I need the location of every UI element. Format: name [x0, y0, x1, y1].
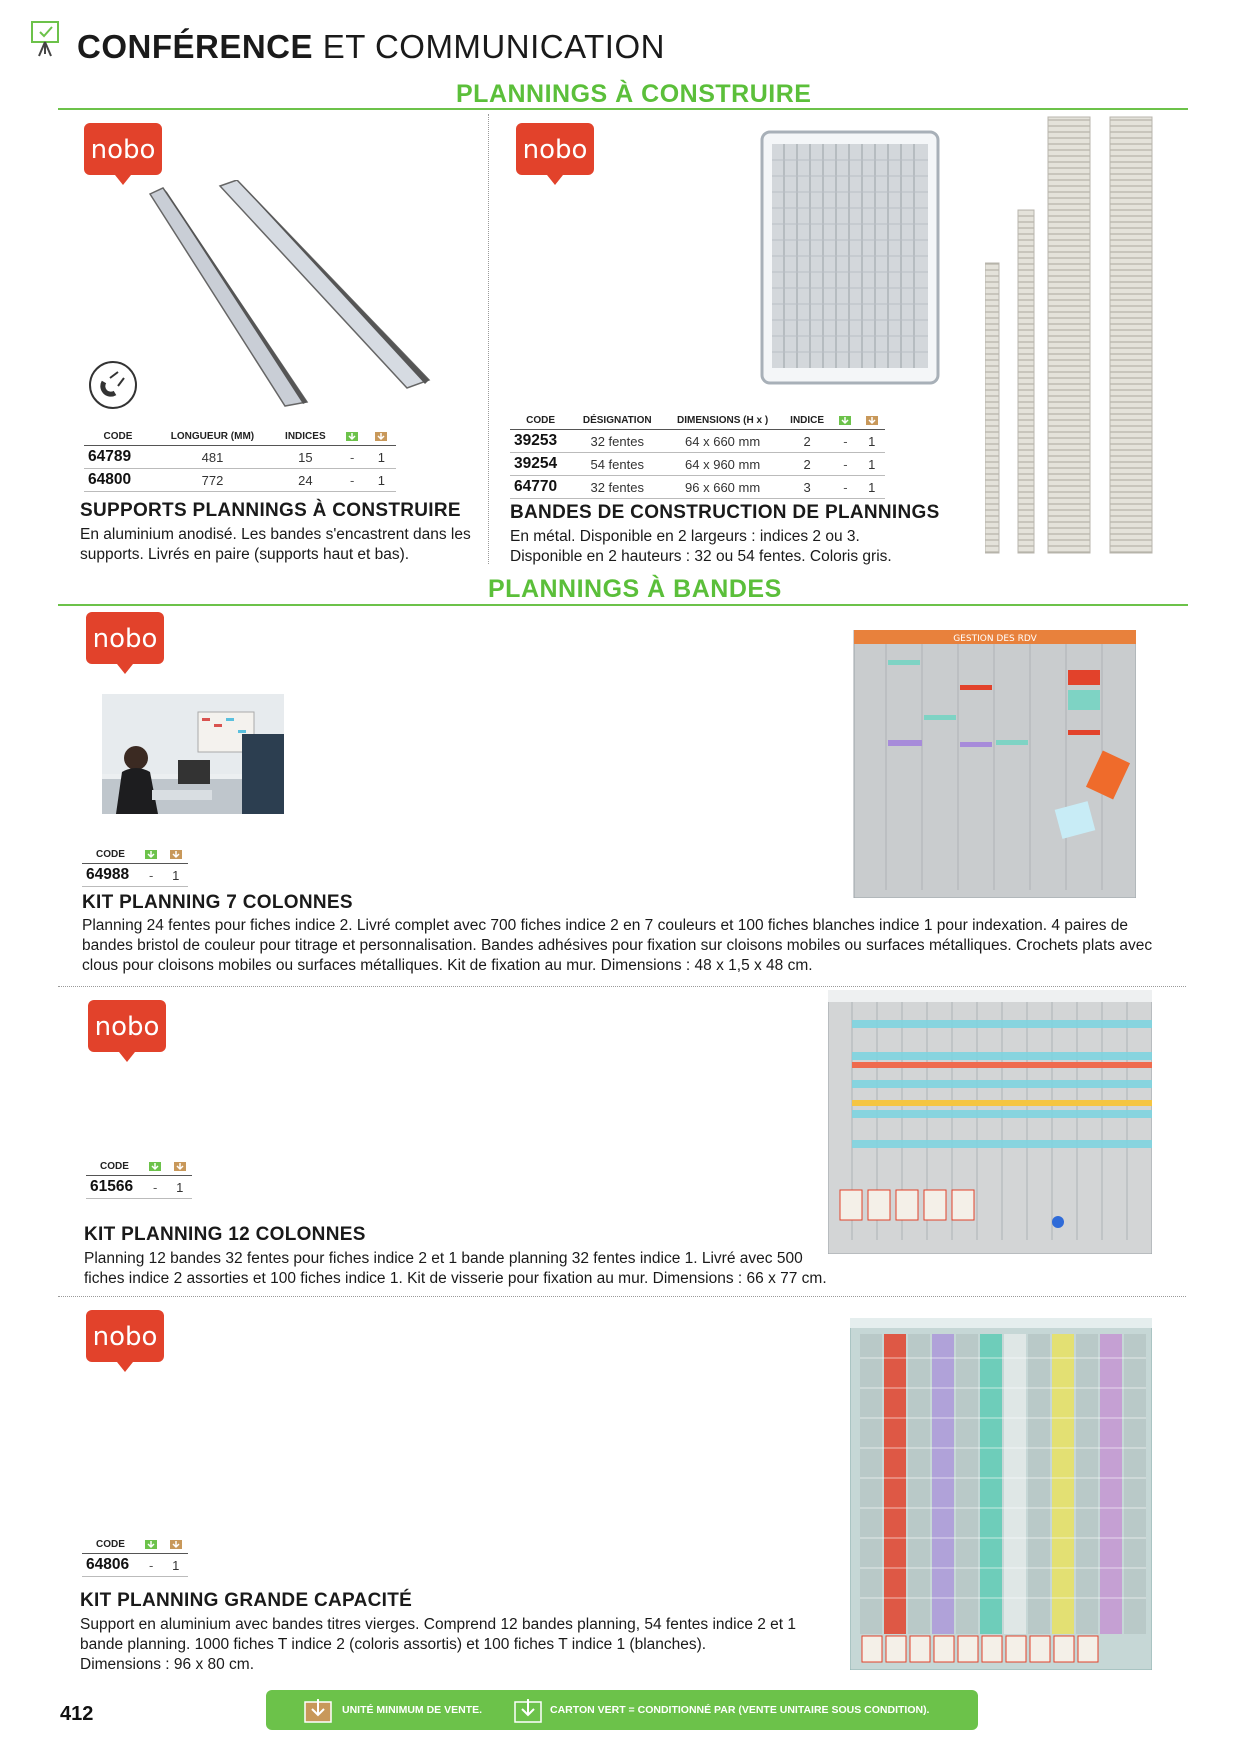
col-code: CODE [84, 430, 152, 446]
col-dimensions: DIMENSIONS (H x ) [663, 414, 782, 430]
unit-carton-icon [163, 848, 188, 864]
kitgc-board-image [850, 1318, 1152, 1670]
kit7-code-table [82, 848, 188, 887]
green-carton-icon [139, 1538, 164, 1554]
product-description: En aluminium anodisé. Les bandes s'encastrent dans les supports. Livrés en paire (supports haut et bas). [80, 526, 471, 563]
kit7-board-title: GESTION DES RDV [953, 634, 1037, 644]
product-title: KIT PLANNING 12 COLONNES [84, 1224, 366, 1245]
kitgc-code-table [82, 1538, 188, 1577]
green-carton-icon [143, 1160, 168, 1176]
support-rails-image [145, 180, 435, 410]
conference-icon [30, 20, 62, 58]
bandes-code-table [510, 414, 885, 499]
kit12-board-image [828, 990, 1152, 1254]
table-row: 39253 32 fentes 64 x 660 mm 2 - 1 [510, 430, 885, 453]
product-description: Planning 24 fentes pour fiches indice 2. Livré complet avec 700 fiches indice 2 en 7 couleurs et 100 fiches blanches indice 1 pour indexation. 4 paires de bandes bristol de couleur pour titrage et personnalisation. Bandes adhésives pour fixation sur cloisons mobiles ou surfaces métalliques. Crochets plats avec clous pour cloisons mobiles ou surfaces métalliques. Kit de fixation au mur. Dimensions : 48 x 1,5 x 48 cm. [82, 917, 1153, 974]
section-title-construire: PLANNINGS À CONSTRUIRE [456, 80, 812, 108]
product-description: Support en aluminium avec bandes titres vierges. Comprend 12 bandes planning, 54 fentes indice 2 et 1 [80, 1616, 797, 1633]
office-photo [102, 694, 284, 814]
product-title: KIT PLANNING GRANDE CAPACITÉ [80, 1590, 413, 1611]
green-carton-icon [338, 430, 367, 446]
page-number: 412 [60, 1703, 94, 1725]
kit7-board-image [738, 630, 1136, 898]
table-row: 64806 - 1 [82, 1554, 188, 1577]
table-row: 64770 32 fentes 96 x 660 mm 3 - 1 [510, 476, 885, 499]
product-description: Disponible en 2 hauteurs : 32 ou 54 fentes. Coloris gris. [510, 548, 892, 565]
product-description: bande planning. 1000 fiches T indice 2 (coloris assortis) et 100 fiches T indice 1 (blanches). [80, 1636, 707, 1653]
unit-carton-icon [859, 414, 885, 430]
product-description: fiches indice 2 assorties et 100 fiches indice 1. Kit de visserie pour fixation au mur. Dimensions : 66 x 77 cm. [84, 1270, 827, 1287]
product-title: BANDES DE CONSTRUCTION DE PLANNINGS [510, 502, 940, 523]
col-designation: DÉSIGNATION [571, 414, 663, 430]
green-carton-icon [512, 1696, 544, 1724]
col-indices: INDICES [273, 430, 337, 446]
col-longueur: LONGUEUR (MM) [152, 430, 273, 446]
divider [58, 1296, 1186, 1297]
table-row: 64988 - 1 [82, 864, 188, 887]
divider [58, 986, 1186, 987]
nobo-logo [86, 1310, 164, 1372]
nobo-logo [84, 123, 162, 185]
green-carton-icon [832, 414, 858, 430]
col-indice: INDICE [782, 414, 832, 430]
table-row: 64800 772 24 - 1 [84, 469, 396, 492]
section-rule [58, 604, 1188, 606]
unit-carton-icon [167, 1160, 192, 1176]
product-description: Planning 12 bandes 32 fentes pour fiches indice 2 et 1 bande planning 32 fentes indice 1. Livré avec 500 [84, 1250, 803, 1267]
unit-carton-icon [367, 430, 396, 446]
col-code: CODE [86, 1160, 143, 1176]
product-description: En métal. Disponible en 2 largeurs : indices 2 ou 3. [510, 528, 860, 545]
col-code: CODE [510, 414, 571, 430]
kit12-code-table [86, 1160, 192, 1199]
section-rule [58, 108, 1188, 110]
column-divider [488, 114, 489, 564]
nobo-logo [88, 1000, 166, 1062]
table-row: 64789 481 15 - 1 [84, 446, 396, 469]
header-title-light: ET COMMUNICATION [322, 28, 665, 65]
col-code: CODE [82, 1538, 139, 1554]
magnet-icon [88, 360, 138, 410]
svg-text:nobo: nobo [90, 135, 156, 165]
construction-board-image [760, 130, 940, 385]
construction-strips-image [985, 115, 1175, 560]
unit-carton-icon [163, 1538, 188, 1554]
product-description: Dimensions : 96 x 80 cm. [80, 1656, 255, 1673]
table-row: 39254 54 fentes 64 x 960 mm 2 - 1 [510, 453, 885, 476]
svg-text:nobo: nobo [92, 1322, 158, 1352]
section-title-bandes: PLANNINGS À BANDES [488, 575, 782, 603]
legend-unit-text: UNITÉ MINIMUM DE VENTE. [342, 1704, 483, 1716]
col-code: CODE [82, 848, 139, 864]
table-row: 61566 - 1 [86, 1176, 192, 1199]
product-title: SUPPORTS PLANNINGS À CONSTRUIRE [80, 500, 461, 521]
svg-text:nobo: nobo [522, 135, 588, 165]
page-header [77, 28, 665, 66]
header-title-bold: CONFÉRENCE [77, 28, 314, 65]
supports-code-table [84, 430, 396, 492]
unit-box-icon [302, 1696, 334, 1724]
nobo-logo [86, 612, 164, 674]
legend-carton-text: CARTON VERT = CONDITIONNÉ PAR (VENTE UNITAIRE SOUS CONDITION). [550, 1704, 930, 1716]
svg-text:nobo: nobo [92, 624, 158, 654]
svg-text:nobo: nobo [94, 1012, 160, 1042]
green-carton-icon [139, 848, 164, 864]
product-title: KIT PLANNING 7 COLONNES [82, 892, 353, 913]
nobo-logo [516, 123, 594, 185]
